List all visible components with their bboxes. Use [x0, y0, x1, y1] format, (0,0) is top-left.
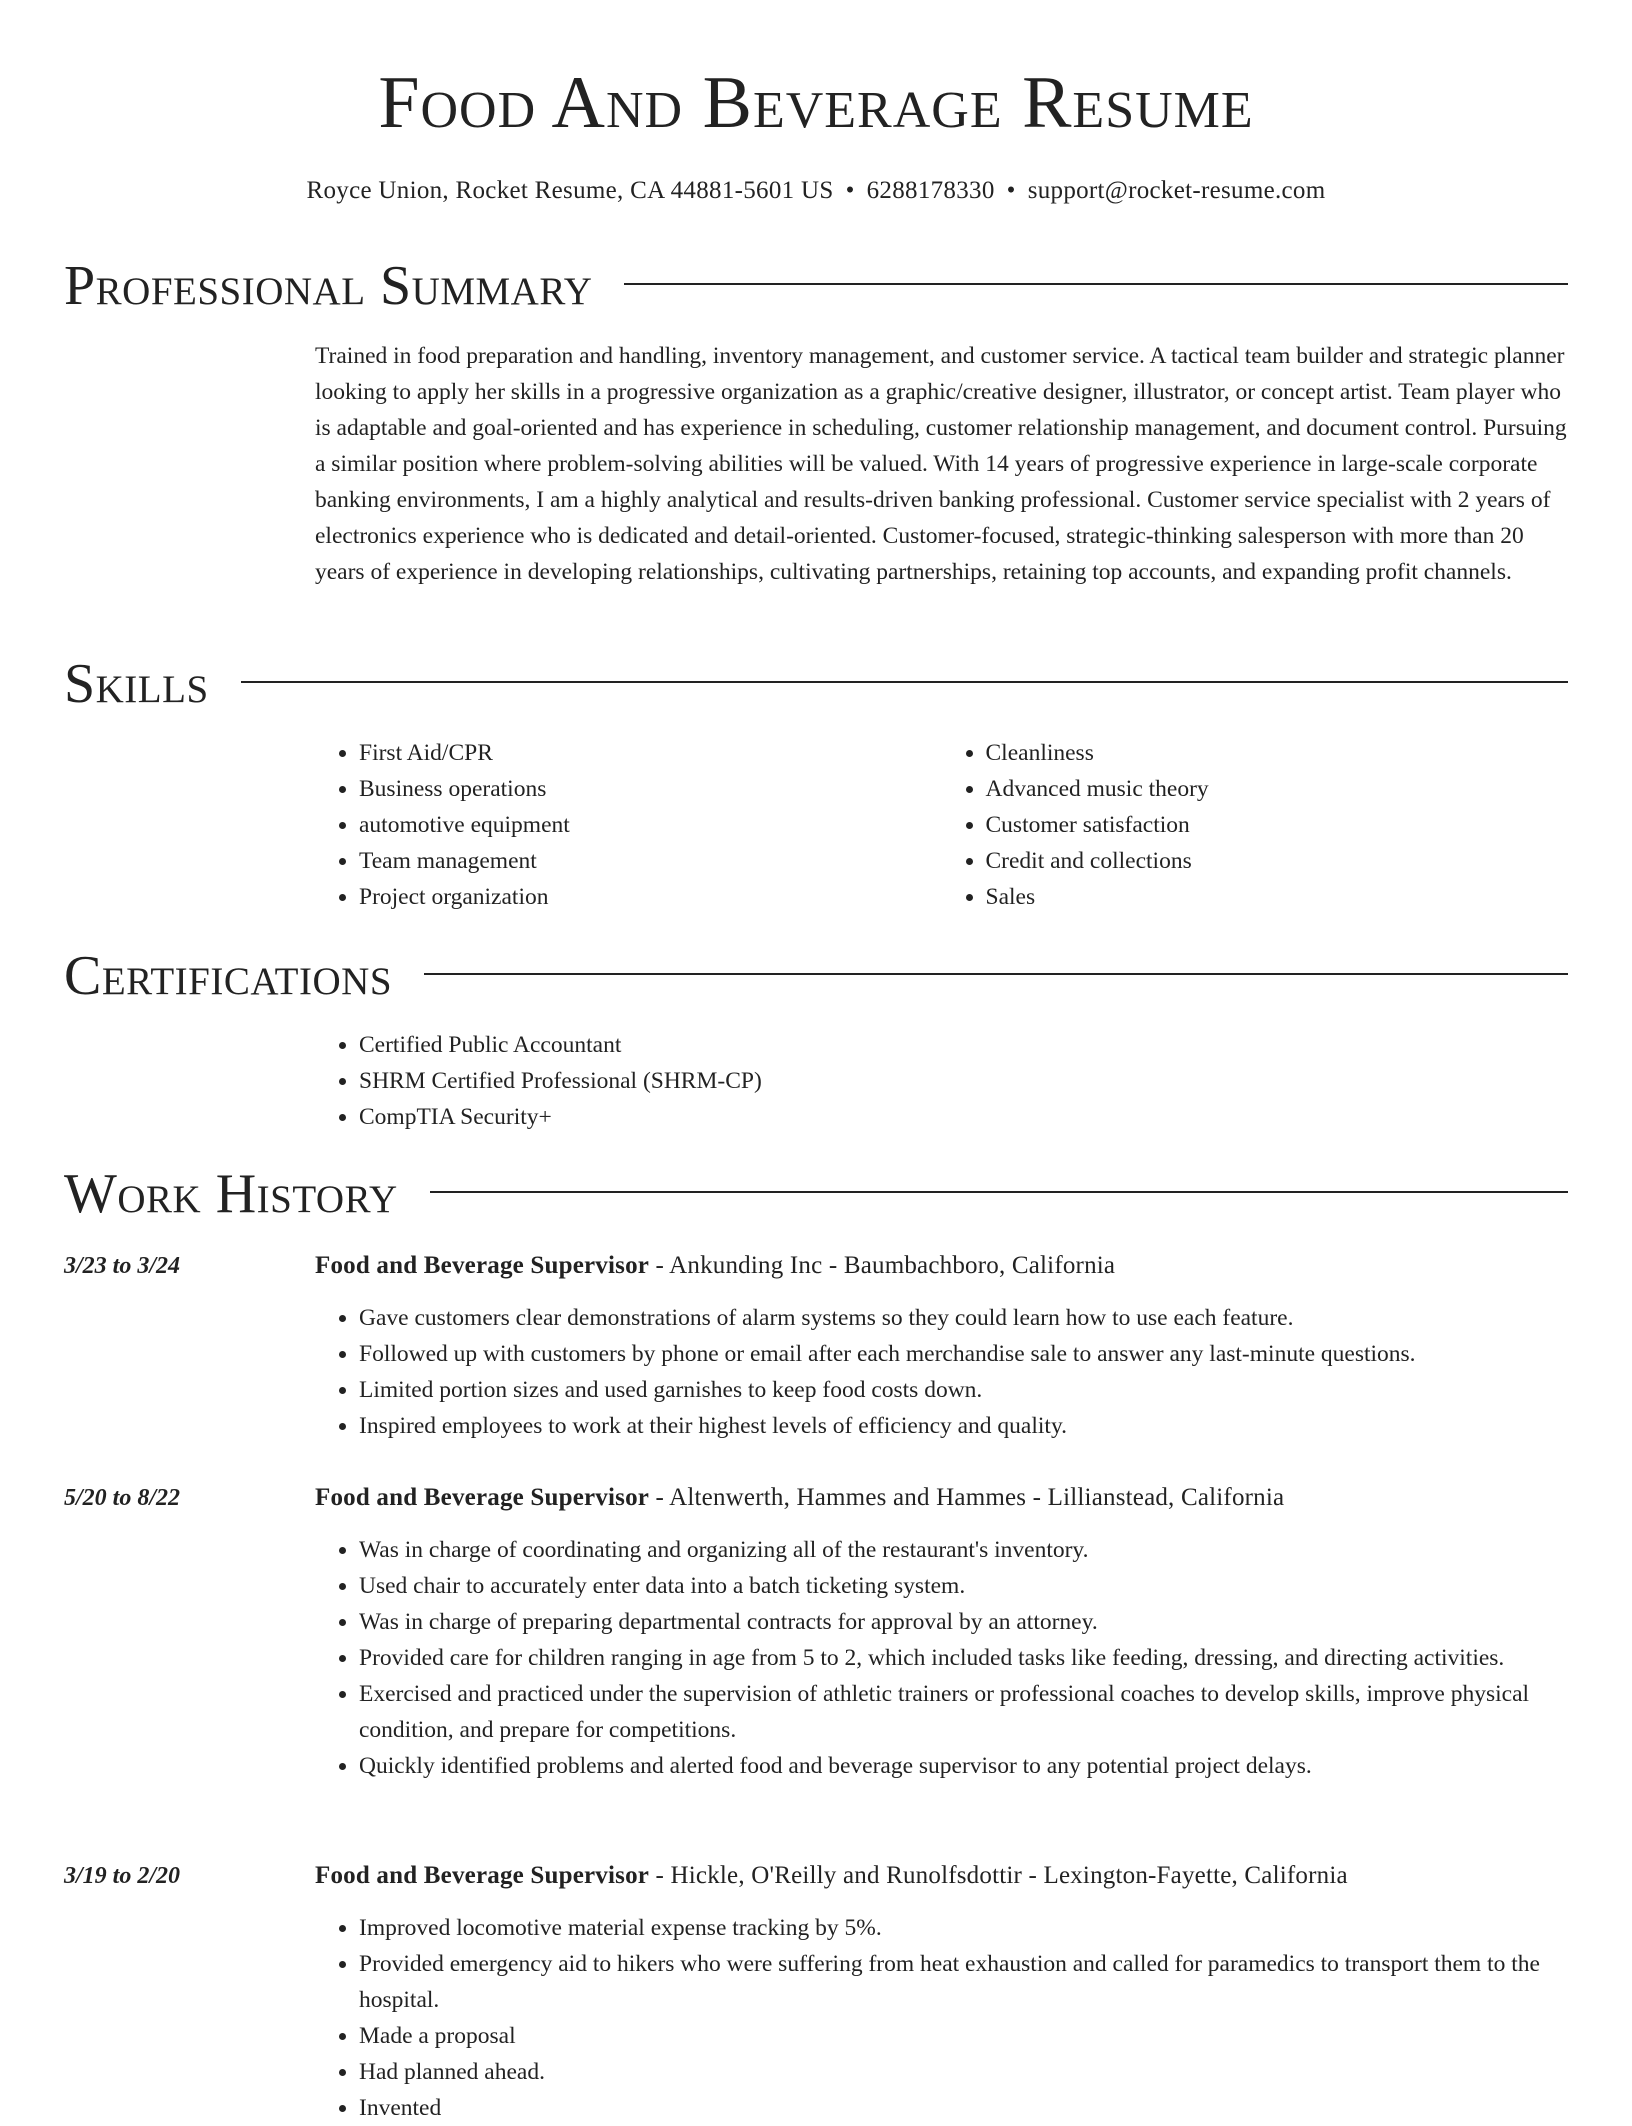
certifications-title: Certifications — [64, 945, 393, 1007]
summary-heading — [64, 256, 1568, 316]
job-dates: 3/19 to 2/20 — [64, 1863, 181, 1889]
skill-item: • Advanced music theory — [986, 771, 1569, 807]
section-divider — [241, 681, 1568, 683]
job-duty-item: • Improved locomotive material expense tracking by 5%. — [359, 1910, 1568, 1946]
job-heading — [315, 1248, 1568, 1284]
certifications-heading — [64, 946, 1568, 1006]
certifications-list — [315, 1027, 1568, 1135]
job-duty-item: • Limited portion sizes and used garnishes to keep food costs down. — [359, 1372, 1568, 1408]
contact-address: Royce Union, Rocket Resume, CA 44881-5601 US — [306, 177, 834, 204]
skill-item: • automotive equipment — [359, 807, 942, 843]
skill-item: • Customer satisfaction — [986, 807, 1569, 843]
job-duty-item: • Used chair to accurately enter data into a batch ticketing system. — [359, 1568, 1568, 1604]
job-role: Food and Beverage Supervisor — [315, 1252, 650, 1279]
job-duty-item: • Followed up with customers by phone or email after each merchandise sale to answer any last-minute questions. — [359, 1336, 1568, 1372]
summary-title: Professional Summary — [64, 255, 593, 317]
job-duty-item: • Made a proposal — [359, 2018, 1568, 2054]
skill-item: • Project organization — [359, 879, 942, 915]
job-duty-item: • Inspired employees to work at their highest levels of efficiency and quality. — [359, 1408, 1568, 1444]
job-duty-item: • Provided emergency aid to hikers who were suffering from heat exhaustion and called for paramedics to transport them to the hospital. — [359, 1946, 1568, 2018]
skill-item: • Sales — [986, 879, 1569, 915]
job-heading — [315, 1858, 1568, 1894]
job-duty-item: • Was in charge of preparing departmental contracts for approval by an attorney. — [359, 1604, 1568, 1640]
summary-text: Trained in food preparation and handling, inventory management, and customer service. A tactical team builder and strategic planner looking to apply her skills in a progressive organization as a graphic/creative designer, illustrator, or concept artist. Team player who is adaptable and goal-oriented and has experience in scheduling, customer relationship management, and document control. Pursuing a similar position where problem-solving abilities will be valued. With 14 years of progressive experience in large-scale corporate banking environments, I am a highly analytical and results-driven banking professional. Customer service specialist with 2 years of electronics experience who is dedicated and detail-oriented. Customer-focused, strategic-thinking salesperson with more than 20 years of experience in developing relationships, cultivating partnerships, retaining top accounts, and expanding profit channels. — [315, 343, 1567, 585]
job-duty-item: • Invented — [359, 2090, 1568, 2126]
contact-separator: • — [845, 177, 855, 204]
section-divider — [430, 1191, 1568, 1193]
skills-column-left — [315, 735, 942, 915]
skill-item: • First Aid/CPR — [359, 735, 942, 771]
skills-column-right — [942, 735, 1569, 915]
skills-heading — [64, 654, 1568, 714]
job-role: Food and Beverage Supervisor — [315, 1862, 650, 1889]
skills-title: Skills — [64, 653, 209, 715]
job-role: Food and Beverage Supervisor — [315, 1484, 650, 1511]
certification-item: • Certified Public Accountant — [359, 1027, 1568, 1063]
certification-item: • CompTIA Security+ — [359, 1099, 1568, 1135]
certification-item: • SHRM Certified Professional (SHRM-CP) — [359, 1063, 1568, 1099]
resume-title: Food And Beverage Resume — [378, 62, 1254, 144]
contact-email: support@rocket-resume.com — [1027, 177, 1326, 204]
job-duty-item: • Had planned ahead. — [359, 2054, 1568, 2090]
skill-item: • Cleanliness — [986, 735, 1569, 771]
job-duty-item: • Was in charge of coordinating and organizing all of the restaurant's inventory. — [359, 1532, 1568, 1568]
job-heading — [315, 1480, 1568, 1516]
job-duty-item: • Provided care for children ranging in age from 5 to 2, which included tasks like feeding, dressing, and directing activities. — [359, 1640, 1568, 1676]
job-duty-item: • Quickly identified problems and alerted food and beverage supervisor to any potential project delays. — [359, 1748, 1568, 1784]
job-duty-item: • Exercised and practiced under the supervision of athletic trainers or professional coaches to develop skills, improve physical condition, and prepare for competitions. — [359, 1676, 1568, 1748]
job-dates: 3/23 to 3/24 — [64, 1253, 181, 1279]
job-duties — [315, 1910, 1568, 2126]
contact-line — [0, 174, 1632, 208]
job-duty-item: • Gave customers clear demonstrations of alarm systems so they could learn how to use each feature. — [359, 1300, 1568, 1336]
skills-list — [315, 735, 1568, 915]
contact-phone: 6288178330 — [866, 177, 995, 204]
skill-item: • Business operations — [359, 771, 942, 807]
job-duties — [315, 1300, 1568, 1444]
skill-item: • Team management — [359, 843, 942, 879]
section-divider — [424, 973, 1568, 975]
contact-separator: • — [1006, 177, 1016, 204]
job-duties — [315, 1532, 1568, 1784]
section-divider — [624, 283, 1568, 285]
job-employer: - Hickle, O'Reilly and Runolfsdottir - Lexington-Fayette, California — [649, 1862, 1348, 1889]
work-history-heading — [64, 1164, 1568, 1224]
job-employer: - Altenwerth, Hammes and Hammes - Lillianstead, California — [649, 1484, 1285, 1511]
job-employer: - Ankunding Inc - Baumbachboro, California — [649, 1252, 1116, 1279]
work-history-title: Work History — [64, 1163, 398, 1225]
skill-item: • Credit and collections — [986, 843, 1569, 879]
job-dates: 5/20 to 8/22 — [64, 1485, 181, 1511]
